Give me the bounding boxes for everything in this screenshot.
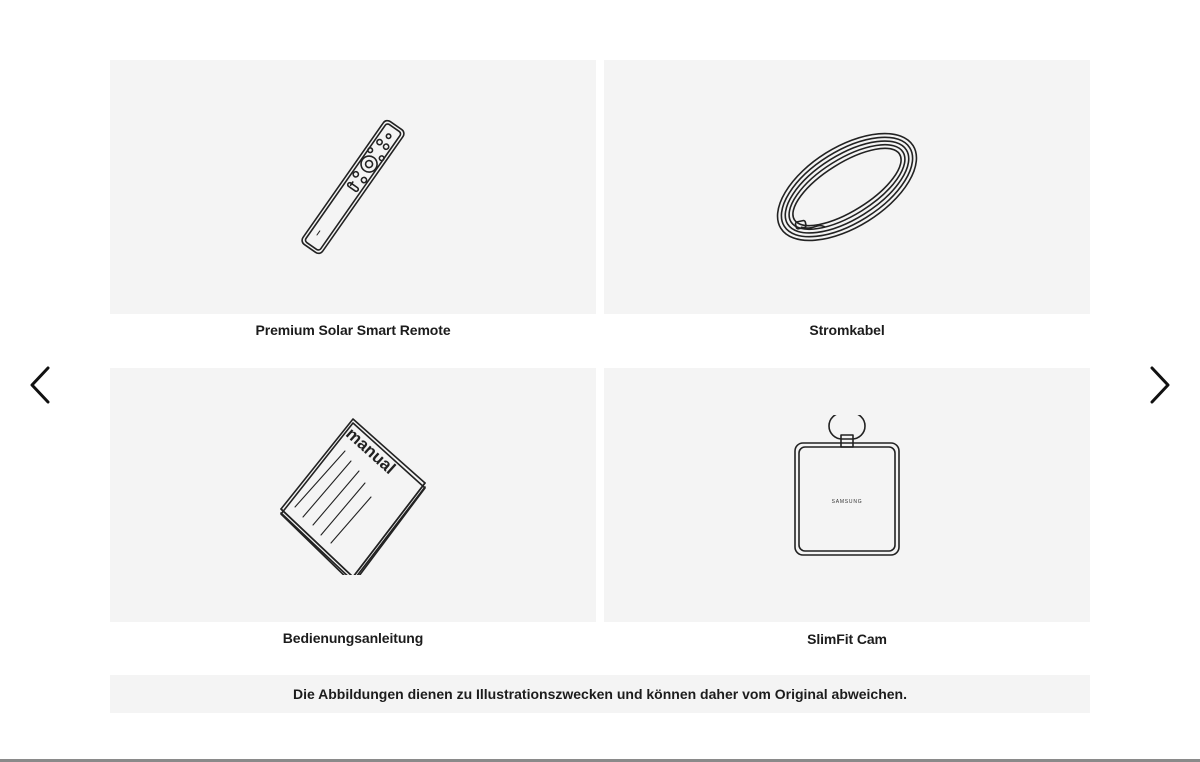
carousel-prev-button[interactable] xyxy=(20,362,60,408)
camera-icon xyxy=(747,415,947,575)
chevron-right-icon xyxy=(1148,365,1172,405)
carousel-next-button[interactable] xyxy=(1140,362,1180,408)
cam-brand-text: SAMSUNG xyxy=(831,499,863,505)
carousel-item-label: Stromkabel xyxy=(809,322,885,338)
carousel-item-manual[interactable] xyxy=(110,368,596,622)
carousel-item-label: SlimFit Cam xyxy=(807,631,887,647)
chevron-left-icon xyxy=(28,365,52,405)
manual-cover-text: manual xyxy=(342,423,400,478)
power-cable-icon xyxy=(747,107,947,267)
manual-icon xyxy=(253,415,453,575)
carousel-item-remote[interactable] xyxy=(110,60,596,314)
carousel-item-label: Premium Solar Smart Remote xyxy=(255,322,451,338)
disclaimer-notice: Die Abbildungen dienen zu Illustrationszwecken und können daher vom Original abweichen. xyxy=(110,675,1090,713)
remote-control-icon xyxy=(253,107,453,267)
carousel-item-power-cable[interactable] xyxy=(604,60,1090,314)
carousel-item-label: Bedienungsanleitung xyxy=(282,630,424,646)
carousel-item-slimfit-cam[interactable] xyxy=(604,368,1090,622)
